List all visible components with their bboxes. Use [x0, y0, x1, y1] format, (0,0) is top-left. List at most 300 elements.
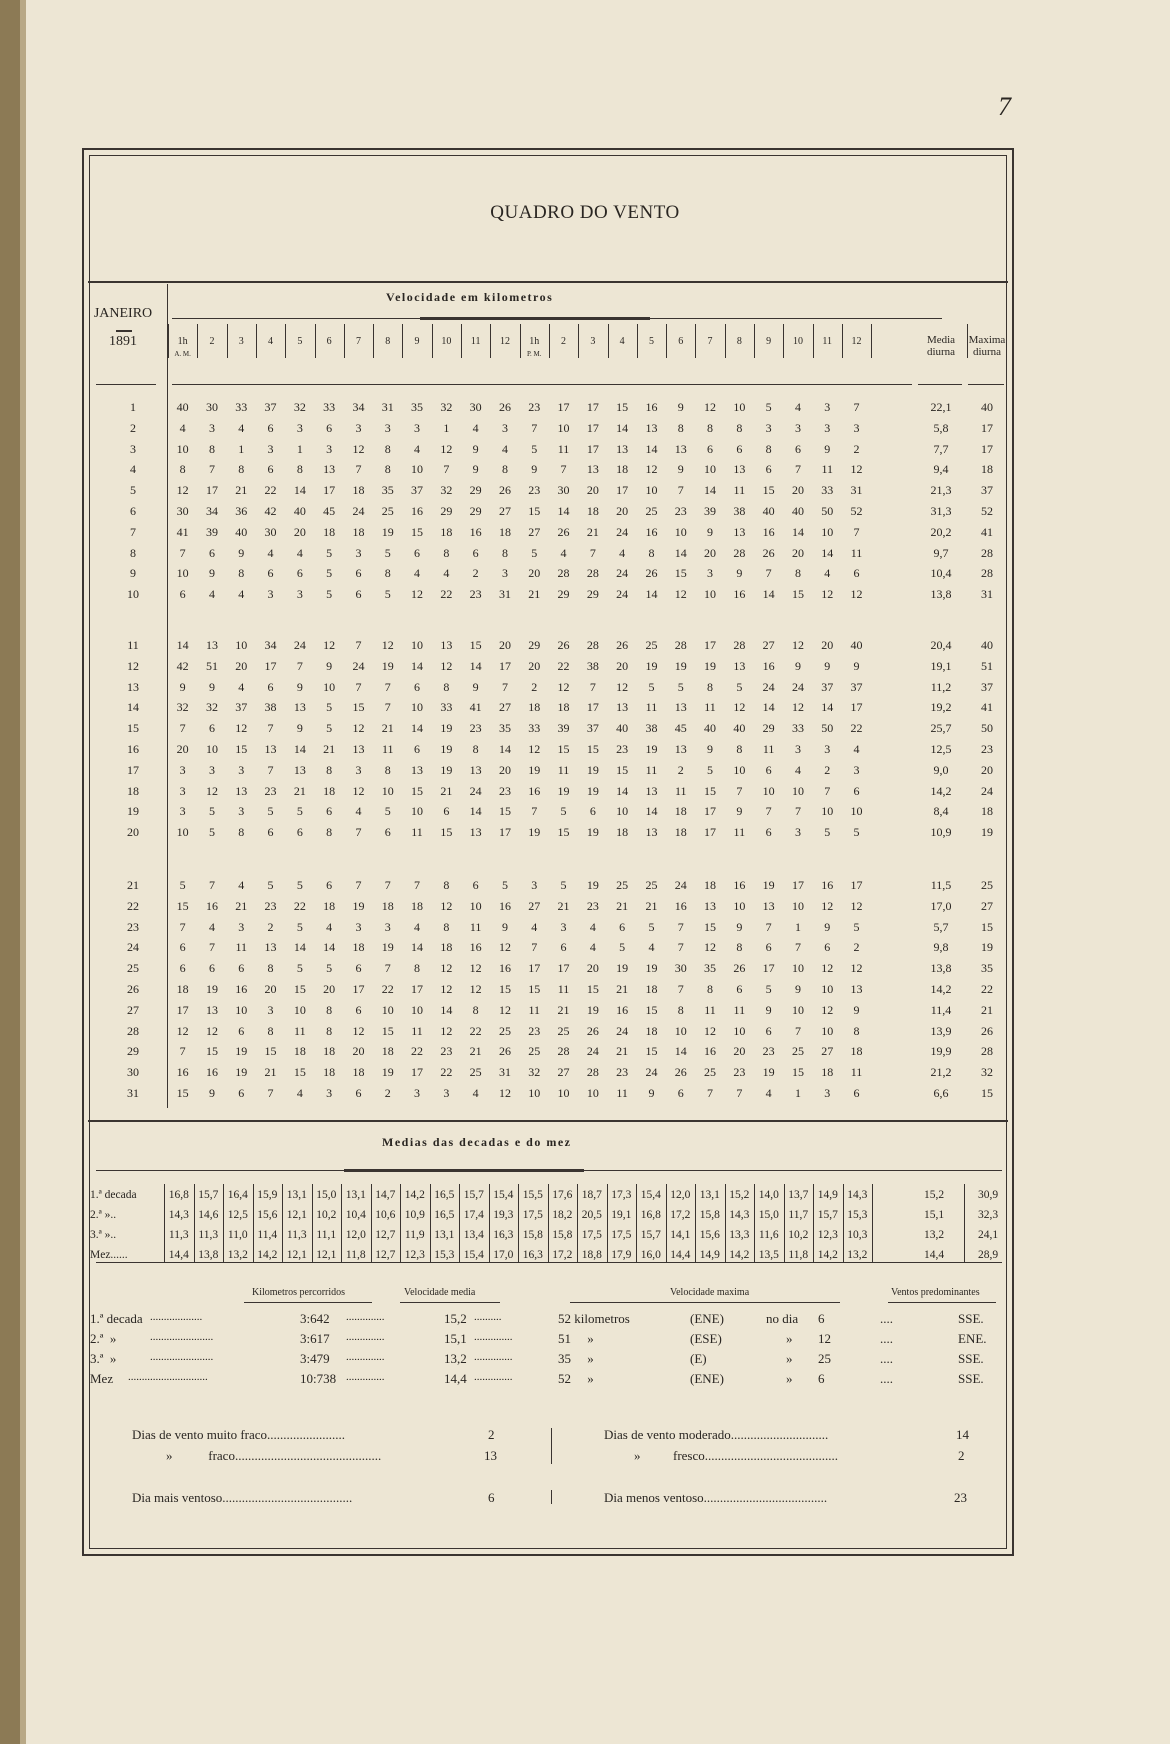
menos-ventoso-label: Dia menos ventoso...................................... [604, 1490, 828, 1505]
hourly-value: 7 [853, 400, 860, 414]
decade-hourly-mean: 12,0 [345, 1229, 366, 1241]
hourly-value: 18 [381, 898, 394, 913]
summary-dots4: .... [880, 1371, 893, 1386]
hourly-value: 14 [411, 940, 424, 955]
hourly-value: 42 [176, 658, 189, 673]
hourly-value: 5 [531, 441, 538, 456]
hourly-value: 23 [469, 587, 482, 602]
hour-pm-5-header [639, 336, 664, 348]
hourly-value: 25 [645, 504, 658, 518]
hourly-value: 38 [645, 721, 658, 736]
hour-label: 12 [851, 336, 862, 347]
hourly-value: 5 [531, 545, 538, 560]
hourly-value: 15 [674, 566, 687, 581]
hourly-value: 31 [498, 1065, 511, 1080]
day-label: 29 [127, 1044, 139, 1059]
fresco-value: 2 [958, 1448, 965, 1463]
hourly-value: 8 [648, 545, 655, 560]
hourly-value: 3 [414, 1086, 421, 1100]
hourly-value: 17 [557, 961, 570, 976]
hourly-value: 18 [323, 898, 336, 913]
hour-pm-9-header [756, 336, 781, 348]
hourly-value: 11 [411, 1023, 423, 1038]
decade-hourly-mean: 18,7 [581, 1189, 602, 1201]
hourly-value: 3 [707, 566, 714, 581]
hourly-value: 14 [762, 700, 775, 715]
decade-hourly-mean: 12,5 [227, 1209, 248, 1221]
hourly-value: 19 [616, 961, 629, 976]
hourly-value: 21 [323, 742, 336, 756]
maxima-value: 31 [981, 587, 993, 602]
header-rule-media [918, 384, 962, 385]
maxima-value: 41 [981, 700, 993, 715]
hourly-value: 9 [208, 566, 215, 581]
header-separator [88, 281, 1008, 283]
page-number: 7 [998, 92, 1011, 121]
hourly-value: 8 [443, 919, 450, 934]
hourly-value: 4 [296, 1086, 303, 1100]
hourly-value: 5 [296, 961, 303, 976]
hourly-value: 12 [440, 441, 453, 456]
media-value: 10,9 [930, 825, 952, 840]
hourly-value: 4 [589, 940, 596, 955]
hourly-value: 22 [440, 1065, 453, 1080]
hourly-value: 17 [528, 961, 541, 976]
hourly-value: 20 [791, 483, 804, 498]
summary-direction: (ENE) [690, 1311, 724, 1326]
hourly-value: 5 [296, 804, 303, 819]
hourly-value: 15 [469, 638, 482, 652]
hour-pm-12-header [844, 336, 869, 348]
hourly-value: 3 [296, 587, 303, 602]
hourly-value: 4 [414, 566, 421, 581]
hour-label: 1h [177, 336, 188, 347]
media-value: 7,7 [933, 441, 949, 456]
hour-label: 10 [792, 336, 803, 347]
hour-label: 5 [648, 336, 654, 347]
decade-hourly-mean: 15,4 [640, 1189, 661, 1201]
vline-hour [227, 324, 228, 358]
hourly-value: 14 [469, 804, 482, 819]
hourly-value: 6 [589, 804, 596, 819]
header-rule-mid [172, 384, 912, 385]
hourly-value: 16 [205, 898, 218, 913]
hour-label: 2 [209, 336, 215, 347]
hourly-value: 2 [531, 679, 538, 694]
hour-am-10-header [434, 336, 459, 348]
decade-label: Mez...... [90, 1249, 128, 1261]
hour-label: 3 [238, 336, 244, 347]
hourly-value: 7 [296, 658, 303, 673]
hourly-value: 3 [208, 420, 215, 435]
decade-media: 15,1 [923, 1209, 945, 1221]
hourly-value: 20 [235, 658, 248, 673]
hour-label: 7 [707, 336, 713, 347]
decade-hourly-mean: 14,4 [670, 1249, 691, 1261]
hourly-value: 3 [238, 762, 245, 777]
maxima-value: 37 [981, 679, 993, 694]
hourly-value: 28 [733, 545, 746, 560]
hourly-value: 24 [645, 1065, 658, 1080]
hourly-value: 13 [645, 825, 658, 840]
summary-vento-predominante: ENE. [958, 1331, 987, 1346]
hourly-value: 18 [616, 462, 629, 477]
muito-fraco-value: 2 [488, 1427, 495, 1442]
hourly-value: 8 [677, 1002, 684, 1017]
hourly-value: 26 [762, 545, 775, 560]
hourly-value: 21 [557, 898, 570, 913]
hourly-value: 18 [323, 1065, 336, 1080]
hourly-value: 6 [179, 961, 186, 976]
summary-km: 3:642 [300, 1311, 330, 1326]
hourly-value: 8 [853, 1023, 860, 1038]
decade-hourly-mean: 11,8 [345, 1249, 366, 1261]
hourly-value: 22 [381, 982, 394, 996]
summary-dots3: .......... [474, 1311, 502, 1323]
hourly-value: 2 [853, 940, 860, 955]
decade-label: 1.ª decada [90, 1189, 137, 1201]
hourly-value: 36 [235, 504, 248, 518]
hourly-value: 6 [560, 940, 567, 955]
hourly-value: 14 [440, 1002, 453, 1017]
hourly-value: 3 [355, 420, 362, 435]
hourly-value: 42 [264, 504, 277, 518]
media-value: 20,4 [930, 638, 952, 652]
hour-label: 9 [766, 336, 772, 347]
hourly-value: 23 [528, 400, 541, 414]
hourly-value: 23 [528, 483, 541, 498]
hour-label: 2 [561, 336, 567, 347]
hourly-value: 6 [853, 1086, 860, 1100]
hourly-value: 3 [355, 762, 362, 777]
hourly-value: 18 [381, 1044, 394, 1059]
hourly-value: 32 [293, 400, 306, 414]
hourly-value: 5 [853, 919, 860, 934]
medias-bottom-rule [96, 1262, 1002, 1263]
hourly-value: 11 [557, 762, 570, 777]
decade-hourly-mean: 16,3 [493, 1229, 514, 1241]
hourly-value: 13 [762, 898, 775, 913]
hourly-value: 15 [352, 700, 365, 715]
hourly-value: 4 [619, 545, 626, 560]
hourly-value: 7 [677, 483, 684, 498]
hourly-value: 22 [293, 898, 306, 913]
hourly-value: 11 [235, 940, 248, 955]
hourly-value: 5 [296, 919, 303, 934]
day-label: 27 [127, 1002, 139, 1017]
day-label: 2 [130, 420, 136, 435]
day-label: 20 [127, 825, 139, 840]
maxima-value: 41 [981, 524, 993, 539]
hourly-value: 15 [791, 587, 804, 602]
hourly-value: 4 [238, 587, 245, 602]
hourly-value: 27 [498, 700, 511, 715]
hourly-value: 12 [850, 961, 863, 976]
hourly-value: 13 [205, 1002, 218, 1017]
hourly-value: 8 [384, 762, 391, 777]
hourly-value: 4 [238, 878, 245, 892]
hourly-value: 8 [179, 462, 186, 477]
hourly-value: 11 [381, 742, 394, 756]
summary-dots4: .... [880, 1311, 893, 1326]
hourly-value: 12 [498, 1086, 511, 1100]
hourly-value: 12 [498, 1002, 511, 1017]
decade-media: 13,2 [923, 1229, 945, 1241]
hourly-value: 3 [326, 1086, 333, 1100]
hourly-value: 4 [208, 919, 215, 934]
hourly-value: 21 [528, 587, 541, 602]
summary-dots: ................... [150, 1311, 203, 1323]
hourly-value: 13 [264, 742, 277, 756]
hourly-value: 10 [528, 1086, 541, 1100]
decade-hourly-mean: 15,4 [493, 1189, 514, 1201]
ventos-header: Ventos predominantes [891, 1287, 980, 1298]
hourly-value: 33 [528, 721, 541, 736]
hourly-value: 5 [560, 878, 567, 892]
hourly-value: 17 [850, 700, 863, 715]
decade-hourly-mean: 14,9 [699, 1249, 720, 1261]
hourly-value: 15 [381, 1023, 394, 1038]
hourly-value: 9 [824, 441, 831, 456]
hourly-value: 10 [674, 1023, 687, 1038]
day-label: 25 [127, 961, 139, 976]
hourly-value: 11 [850, 1065, 863, 1080]
media-value: 21,3 [930, 483, 952, 498]
media-value: 22,1 [930, 400, 952, 414]
hourly-value: 11 [733, 825, 746, 840]
decade-hourly-mean: 15,8 [552, 1229, 573, 1241]
hourly-value: 4 [208, 587, 215, 602]
vline-hour [842, 324, 843, 358]
decade-hourly-mean: 14,2 [257, 1249, 278, 1261]
decade-hourly-mean: 13,8 [198, 1249, 219, 1261]
hourly-value: 11 [469, 919, 482, 934]
hourly-value: 3 [560, 919, 567, 934]
hourly-value: 23 [498, 783, 511, 798]
book-spine-edge [20, 0, 26, 1744]
hourly-value: 20 [616, 658, 629, 673]
hourly-value: 39 [704, 504, 717, 518]
decade-hourly-mean: 13,1 [345, 1189, 366, 1201]
velocity-caption: Velocidade em kilometros [386, 290, 554, 304]
media-value: 31,3 [930, 504, 952, 518]
hourly-value: 15 [762, 483, 775, 498]
hourly-value: 11 [645, 700, 658, 715]
hourly-value: 9 [208, 679, 215, 694]
decade-maxima: 24,1 [977, 1229, 999, 1241]
hourly-value: 37 [235, 700, 248, 715]
hourly-value: 19 [528, 825, 541, 840]
header-rule-max [968, 384, 1004, 385]
hourly-value: 19 [586, 825, 599, 840]
hourly-value: 40 [176, 400, 189, 414]
hourly-value: 23 [674, 504, 687, 518]
maxima-value: 40 [981, 638, 993, 652]
day-label: 28 [127, 1023, 139, 1038]
hourly-value: 3 [853, 762, 860, 777]
decade-hourly-mean: 14,4 [168, 1249, 189, 1261]
hourly-value: 16 [528, 783, 541, 798]
hourly-value: 11 [850, 545, 863, 560]
hourly-value: 3 [765, 420, 772, 435]
hourly-value: 7 [589, 679, 596, 694]
hourly-value: 52 [850, 504, 863, 518]
hourly-value: 6 [267, 462, 274, 477]
hourly-value: 10 [821, 1023, 834, 1038]
hourly-value: 9 [326, 658, 333, 673]
hourly-value: 25 [616, 878, 629, 892]
muito-fraco-label: Dias de vento muito fraco........................ [132, 1427, 346, 1442]
hourly-value: 14 [557, 504, 570, 518]
maxima-value: 17 [981, 420, 993, 435]
hourly-value: 4 [794, 400, 801, 414]
hourly-value: 19 [645, 658, 658, 673]
decade-hourly-mean: 14,7 [375, 1189, 396, 1201]
hourly-value: 9 [179, 679, 186, 694]
hourly-value: 20 [586, 961, 599, 976]
hourly-value: 19 [645, 961, 658, 976]
hourly-value: 13 [674, 742, 687, 756]
summary-vento-predominante: SSE. [958, 1351, 984, 1366]
hour-label: 8 [385, 336, 391, 347]
hourly-value: 11 [704, 1002, 716, 1017]
media-value: 10,4 [930, 566, 952, 581]
hourly-value: 16 [645, 400, 658, 414]
decade-hourly-mean: 13,3 [729, 1229, 750, 1241]
hourly-value: 29 [586, 587, 599, 602]
hourly-value: 27 [821, 1044, 834, 1059]
hourly-value: 3 [238, 804, 245, 819]
hourly-value: 15 [704, 919, 717, 934]
summary-dots2: .............. [346, 1331, 385, 1343]
decade-hourly-mean: 11,9 [404, 1229, 425, 1241]
media-value: 11,4 [930, 1002, 952, 1017]
hourly-value: 18 [440, 940, 453, 955]
decade-hourly-mean: 14,3 [168, 1209, 189, 1221]
hour-am-7-header [346, 336, 371, 348]
hourly-value: 7 [560, 462, 567, 477]
hourly-value: 40 [762, 504, 775, 518]
hourly-value: 17 [762, 961, 775, 976]
day-label: 5 [130, 483, 136, 498]
hourly-value: 17 [557, 400, 570, 414]
hourly-value: 9 [736, 804, 743, 819]
hourly-value: 6 [208, 545, 215, 560]
table-frame [82, 148, 1014, 1556]
hourly-value: 21 [557, 1002, 570, 1017]
hourly-value: 10 [411, 1002, 424, 1017]
hourly-value: 11 [557, 982, 570, 996]
hourly-value: 14 [821, 700, 834, 715]
hourly-value: 19 [352, 898, 365, 913]
hourly-value: 21 [235, 483, 248, 498]
hourly-value: 41 [469, 700, 482, 715]
hourly-value: 8 [443, 878, 450, 892]
hourly-value: 10 [586, 1086, 599, 1100]
hourly-value: 6 [267, 679, 274, 694]
decade-hourly-mean: 10,3 [847, 1229, 868, 1241]
km-header-rule [244, 1302, 372, 1303]
hourly-value: 15 [264, 1044, 277, 1059]
summary-vel-media: 15,2 [444, 1311, 467, 1326]
day-label: 6 [130, 504, 136, 518]
hourly-value: 10 [704, 587, 717, 602]
hour-am-5-header [287, 336, 312, 348]
decade-hourly-mean: 11,3 [286, 1229, 307, 1241]
hourly-value: 7 [208, 462, 215, 477]
hourly-value: 7 [208, 878, 215, 892]
summary-nodia: » [786, 1371, 793, 1386]
hour-am-4-header [258, 336, 283, 348]
hourly-value: 23 [586, 898, 599, 913]
summary-vento-predominante: SSE. [958, 1371, 984, 1386]
hour-label: 4 [619, 336, 625, 347]
hourly-value: 4 [326, 919, 333, 934]
hourly-value: 14 [762, 587, 775, 602]
hourly-value: 19 [440, 742, 453, 756]
decade-hourly-mean: 15,2 [729, 1189, 750, 1201]
hourly-value: 5 [765, 400, 772, 414]
hourly-value: 8 [501, 462, 508, 477]
hourly-value: 16 [235, 982, 248, 996]
decade-hourly-mean: 16,3 [522, 1249, 543, 1261]
hourly-value: 7 [355, 878, 362, 892]
hourly-value: 6 [443, 804, 450, 819]
hourly-value: 11 [557, 441, 570, 456]
hourly-value: 20 [352, 1044, 365, 1059]
hourly-value: 2 [472, 566, 479, 581]
hourly-value: 9 [707, 742, 714, 756]
hourly-value: 20 [791, 545, 804, 560]
hourly-value: 7 [355, 679, 362, 694]
hourly-value: 18 [352, 483, 365, 498]
header-rule-left [96, 384, 156, 385]
hourly-value: 7 [384, 679, 391, 694]
hourly-value: 6 [853, 783, 860, 798]
mais-ventoso-value: 6 [488, 1490, 495, 1505]
hourly-value: 8 [443, 545, 450, 560]
month-label: JANEIRO [93, 306, 153, 321]
day-label: 23 [127, 919, 139, 934]
hourly-value: 13 [704, 898, 717, 913]
hourly-value: 5 [326, 587, 333, 602]
hourly-value: 12 [850, 587, 863, 602]
decade-hourly-mean: 13,2 [847, 1249, 868, 1261]
hourly-value: 12 [821, 1002, 834, 1017]
hourly-value: 7 [355, 462, 362, 477]
decade-hourly-mean: 14,9 [817, 1189, 838, 1201]
hourly-value: 5 [326, 566, 333, 581]
hourly-value: 6 [179, 587, 186, 602]
hourly-value: 17 [323, 483, 336, 498]
hourly-value: 9 [472, 462, 479, 477]
year-label: 1891 [109, 334, 137, 349]
media-value: 9,7 [933, 545, 949, 560]
decade-hourly-mean: 12,3 [817, 1229, 838, 1241]
hourly-value: 19 [235, 1065, 248, 1080]
summary-dia: 6 [818, 1371, 825, 1386]
vline-hour [373, 324, 374, 358]
hourly-value: 19 [381, 658, 394, 673]
maxima-value: 52 [981, 504, 993, 518]
hourly-value: 16 [733, 878, 746, 892]
hourly-value: 7 [267, 762, 274, 777]
decade-hourly-mean: 11,6 [758, 1229, 779, 1241]
day-label: 19 [127, 804, 139, 819]
decade-hourly-mean: 11,3 [198, 1229, 219, 1241]
hourly-value: 6 [824, 940, 831, 955]
hourly-value: 8 [238, 566, 245, 581]
